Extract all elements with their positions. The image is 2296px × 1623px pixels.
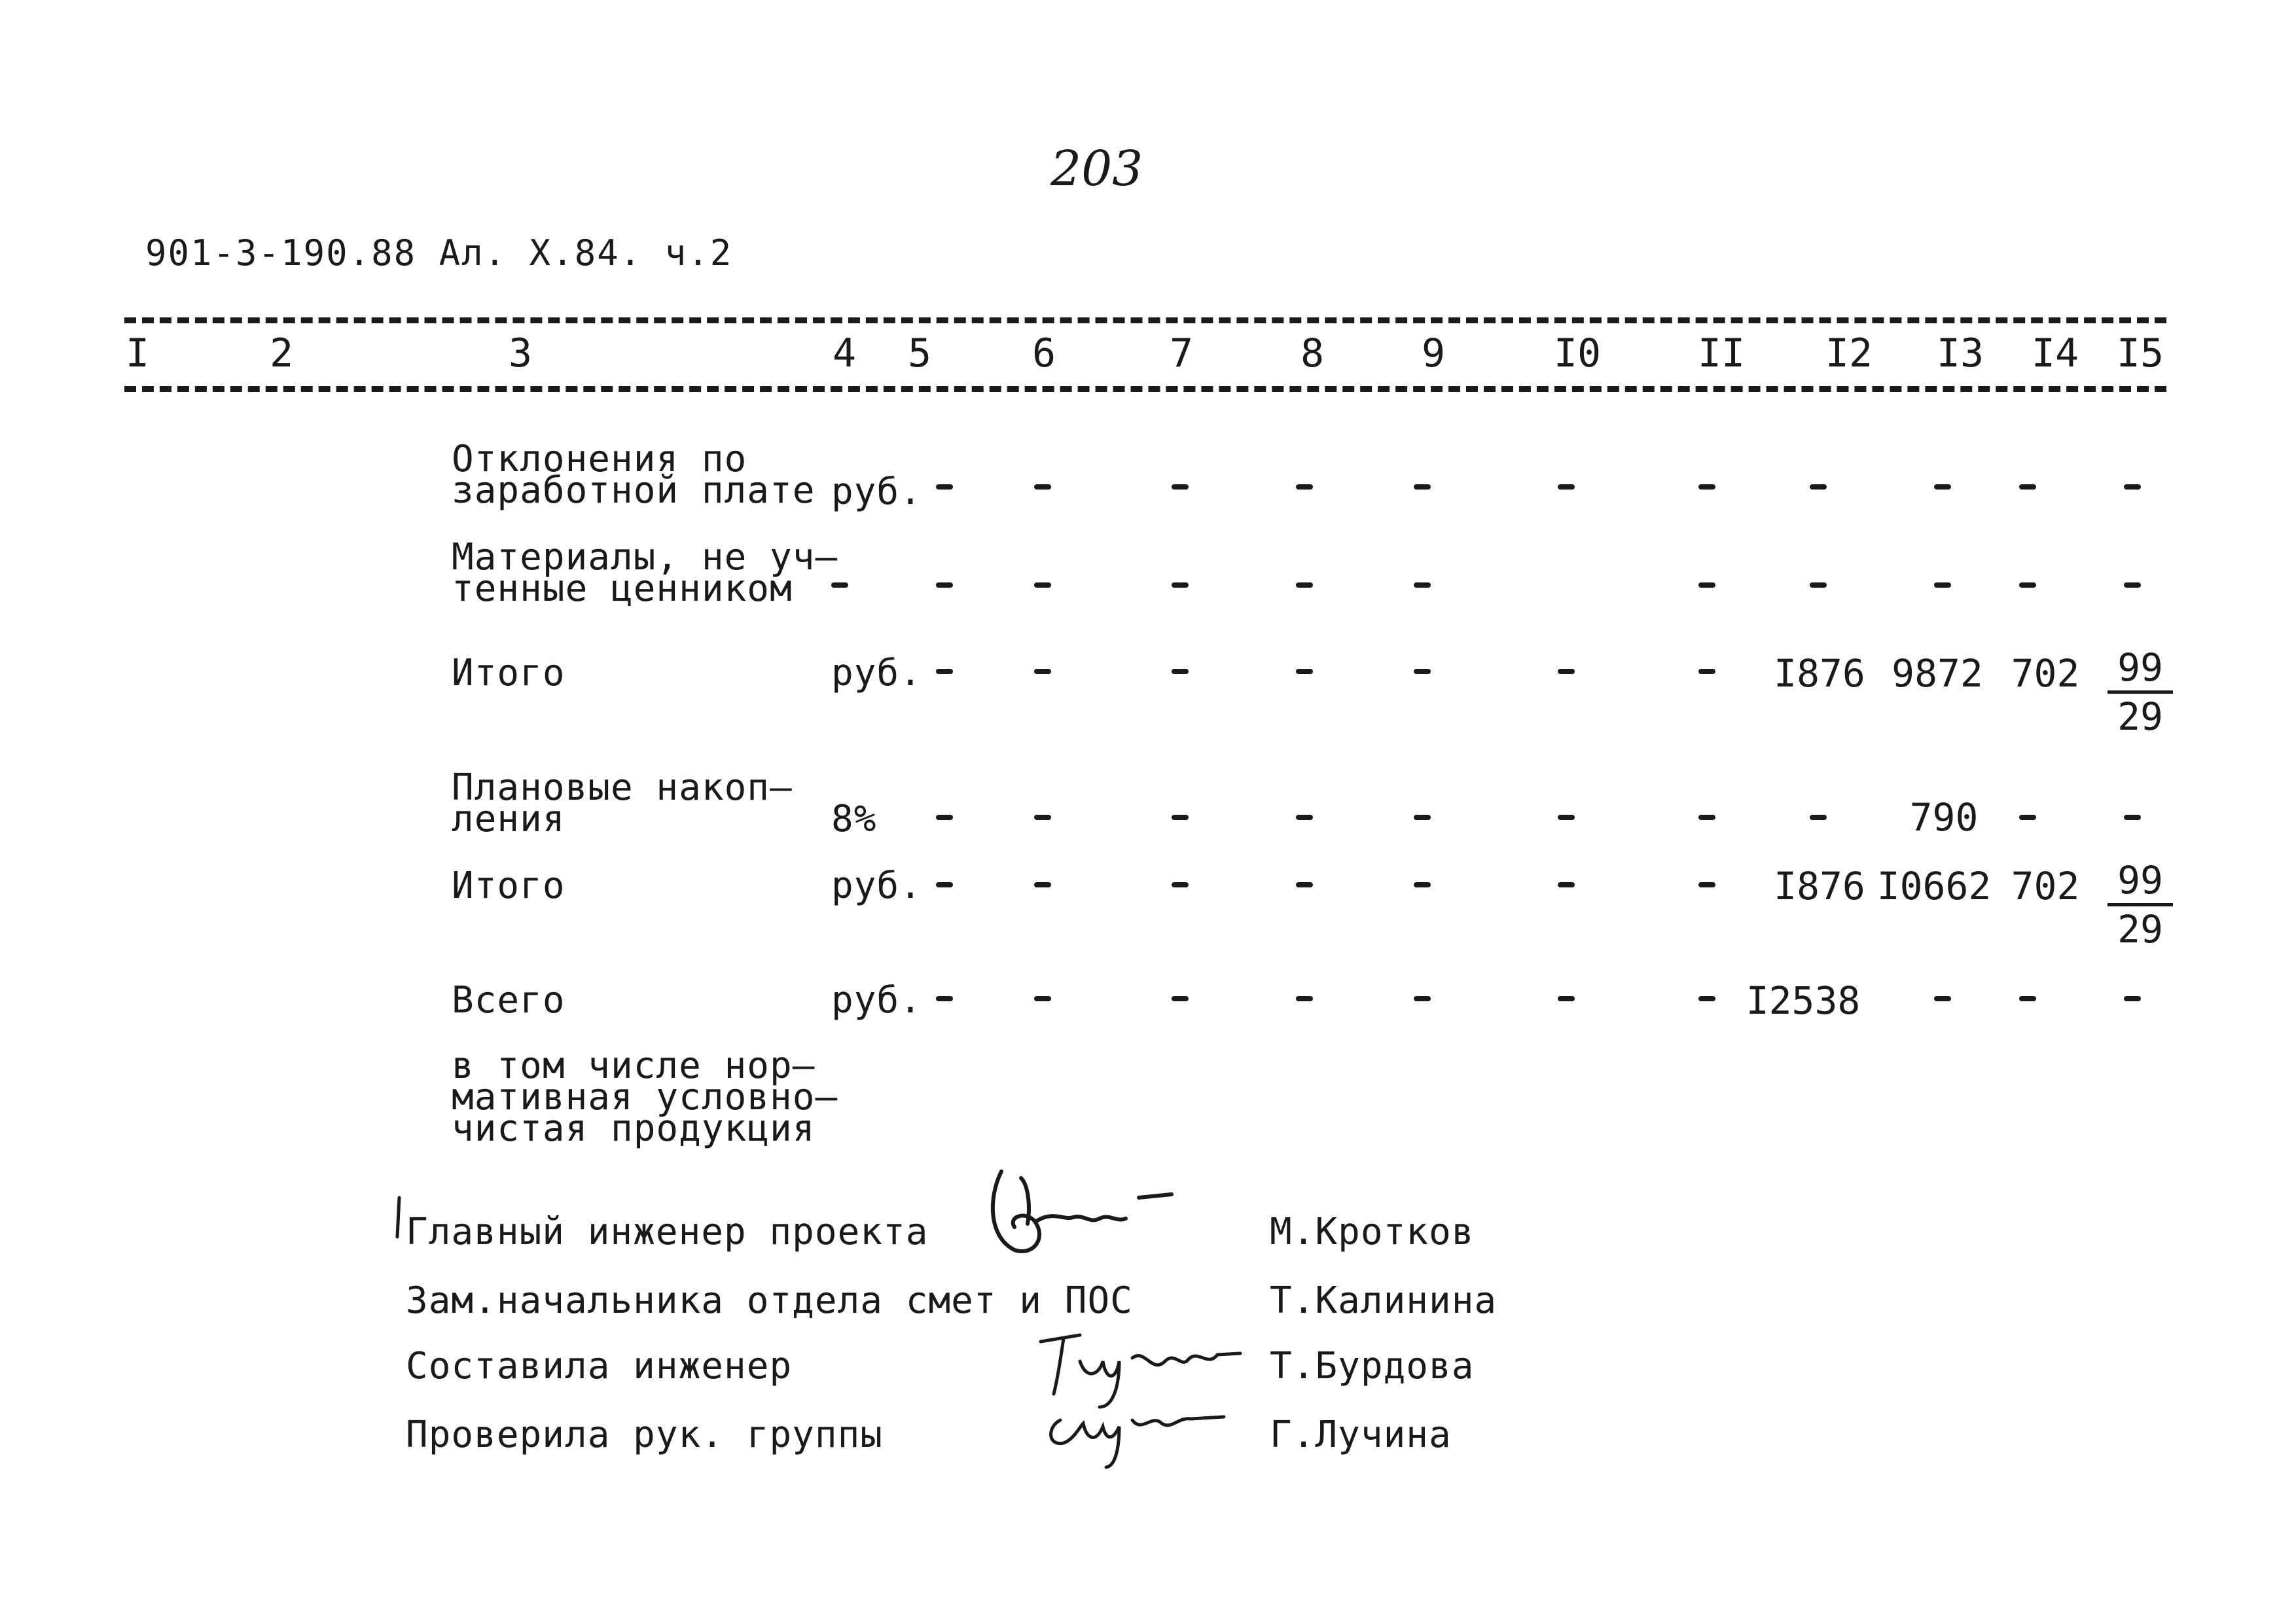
column-header-5: 5 (907, 330, 932, 376)
row-label: в том числе нор– мативная условно– чистая продукция (452, 1044, 838, 1150)
empty-dash (1034, 484, 1051, 490)
cell-col-13: 9872 (1892, 651, 1983, 696)
row-label: Материалы, не уч– тенные ценником (452, 536, 838, 610)
empty-dash (1558, 996, 1575, 1001)
handwritten-signature-3 (1034, 1394, 1230, 1472)
signature-name: Т.Калинина (1270, 1279, 1498, 1322)
cell-col-14: 702 (2011, 651, 2080, 696)
column-header-1: I (125, 330, 150, 376)
empty-dash (2124, 484, 2141, 490)
empty-dash (2019, 996, 2036, 1001)
empty-dash (2019, 815, 2036, 820)
empty-dash (1810, 484, 1827, 490)
empty-dash (1296, 815, 1313, 820)
signature-name: М.Кротков (1270, 1211, 1475, 1253)
empty-dash (1810, 815, 1827, 820)
cell-col-13: I0662 (1876, 864, 1992, 908)
empty-dash (1172, 669, 1189, 674)
margin-tick-mark (389, 1191, 409, 1243)
empty-dash (1934, 582, 1951, 588)
header-bottom-rule (124, 386, 2166, 392)
row-unit: руб. (831, 652, 922, 694)
empty-dash (1414, 815, 1431, 820)
signature-role: Проверила рук. группы (406, 1414, 884, 1456)
empty-dash (1172, 815, 1189, 820)
empty-dash (1810, 582, 1827, 588)
cell-col-15-fraction: $\frac{99}{29}$ (2108, 645, 2173, 740)
empty-dash (1172, 882, 1189, 887)
empty-dash (1172, 582, 1189, 588)
empty-dash (1296, 996, 1313, 1001)
empty-dash (936, 582, 953, 588)
empty-dash (1296, 669, 1313, 674)
empty-dash (1698, 484, 1715, 490)
empty-dash (831, 582, 848, 588)
empty-dash (1558, 669, 1575, 674)
cell-col-13: 790 (1909, 795, 1979, 840)
empty-dash (1414, 996, 1431, 1001)
row-unit: руб. (831, 865, 922, 907)
empty-dash (1172, 484, 1189, 490)
row-unit: 8% (831, 798, 877, 840)
empty-dash (2019, 484, 2036, 490)
empty-dash (1414, 484, 1431, 490)
cell-col-15-fraction: $\frac{99}{29}$ (2108, 857, 2173, 952)
page-number: 203 (1050, 141, 1143, 197)
row-unit: руб. (831, 979, 922, 1022)
column-header-7: 7 (1169, 330, 1194, 376)
empty-dash (1558, 815, 1575, 820)
empty-dash (936, 882, 953, 887)
empty-dash (936, 484, 953, 490)
empty-dash (1296, 882, 1313, 887)
empty-dash (1698, 815, 1715, 820)
empty-dash (1034, 582, 1051, 588)
row-label: Отклонения по заработной плате (452, 438, 816, 512)
column-header-12: I2 (1825, 330, 1873, 376)
column-header-11: II (1697, 330, 1746, 376)
column-header-13: I3 (1936, 330, 1984, 376)
empty-dash (936, 996, 953, 1001)
empty-dash (1414, 669, 1431, 674)
empty-dash (1558, 882, 1575, 887)
column-header-6: 6 (1031, 330, 1056, 376)
signature-name: Т.Бурдова (1270, 1345, 1475, 1387)
cell-col-12: I876 (1774, 864, 1865, 908)
row-label: Всего (452, 979, 565, 1022)
empty-dash (1034, 996, 1051, 1001)
empty-dash (2019, 582, 2036, 588)
empty-dash (1034, 815, 1051, 820)
empty-dash (1934, 484, 1951, 490)
document-reference: 901-3-190.88 Ал. Х.84. ч.2 (145, 232, 733, 274)
column-header-14: I4 (2031, 330, 2079, 376)
empty-dash (1698, 996, 1715, 1001)
empty-dash (1698, 882, 1715, 887)
header-top-rule (124, 317, 2166, 323)
row-label: Итого (452, 865, 565, 907)
column-header-8: 8 (1300, 330, 1325, 376)
empty-dash (1296, 484, 1313, 490)
empty-dash (1934, 996, 1951, 1001)
signature-role: Составила инженер (406, 1345, 793, 1387)
signature-name: Г.Лучина (1270, 1414, 1452, 1456)
empty-dash (1414, 882, 1431, 887)
signature-role: Главный инженер проекта (406, 1211, 929, 1253)
row-unit: руб. (831, 471, 922, 513)
empty-dash (1296, 582, 1313, 588)
row-label: Итого (452, 652, 565, 694)
empty-dash (2124, 582, 2141, 588)
empty-dash (1698, 669, 1715, 674)
cell-col-14: 702 (2011, 864, 2080, 908)
empty-dash (1034, 882, 1051, 887)
empty-dash (2124, 815, 2141, 820)
column-header-15: I5 (2116, 330, 2164, 376)
empty-dash (2124, 996, 2141, 1001)
cell-col-12: I2538 (1746, 978, 1861, 1023)
column-header-10: I0 (1553, 330, 1602, 376)
column-header-3: 3 (508, 330, 533, 376)
column-header-9: 9 (1421, 330, 1446, 376)
empty-dash (936, 815, 953, 820)
handwritten-signature-1 (975, 1158, 1211, 1263)
empty-dash (1558, 484, 1575, 490)
column-header-4: 4 (832, 330, 857, 376)
empty-dash (1034, 669, 1051, 674)
empty-dash (1172, 996, 1189, 1001)
row-label: Плановые накоп– ления (452, 766, 793, 840)
column-header-2: 2 (269, 330, 294, 376)
empty-dash (1698, 582, 1715, 588)
empty-dash (1414, 582, 1431, 588)
empty-dash (936, 669, 953, 674)
cell-col-12: I876 (1774, 651, 1865, 696)
signature-role: Зам.начальника отдела смет и ПОС (406, 1279, 1133, 1322)
